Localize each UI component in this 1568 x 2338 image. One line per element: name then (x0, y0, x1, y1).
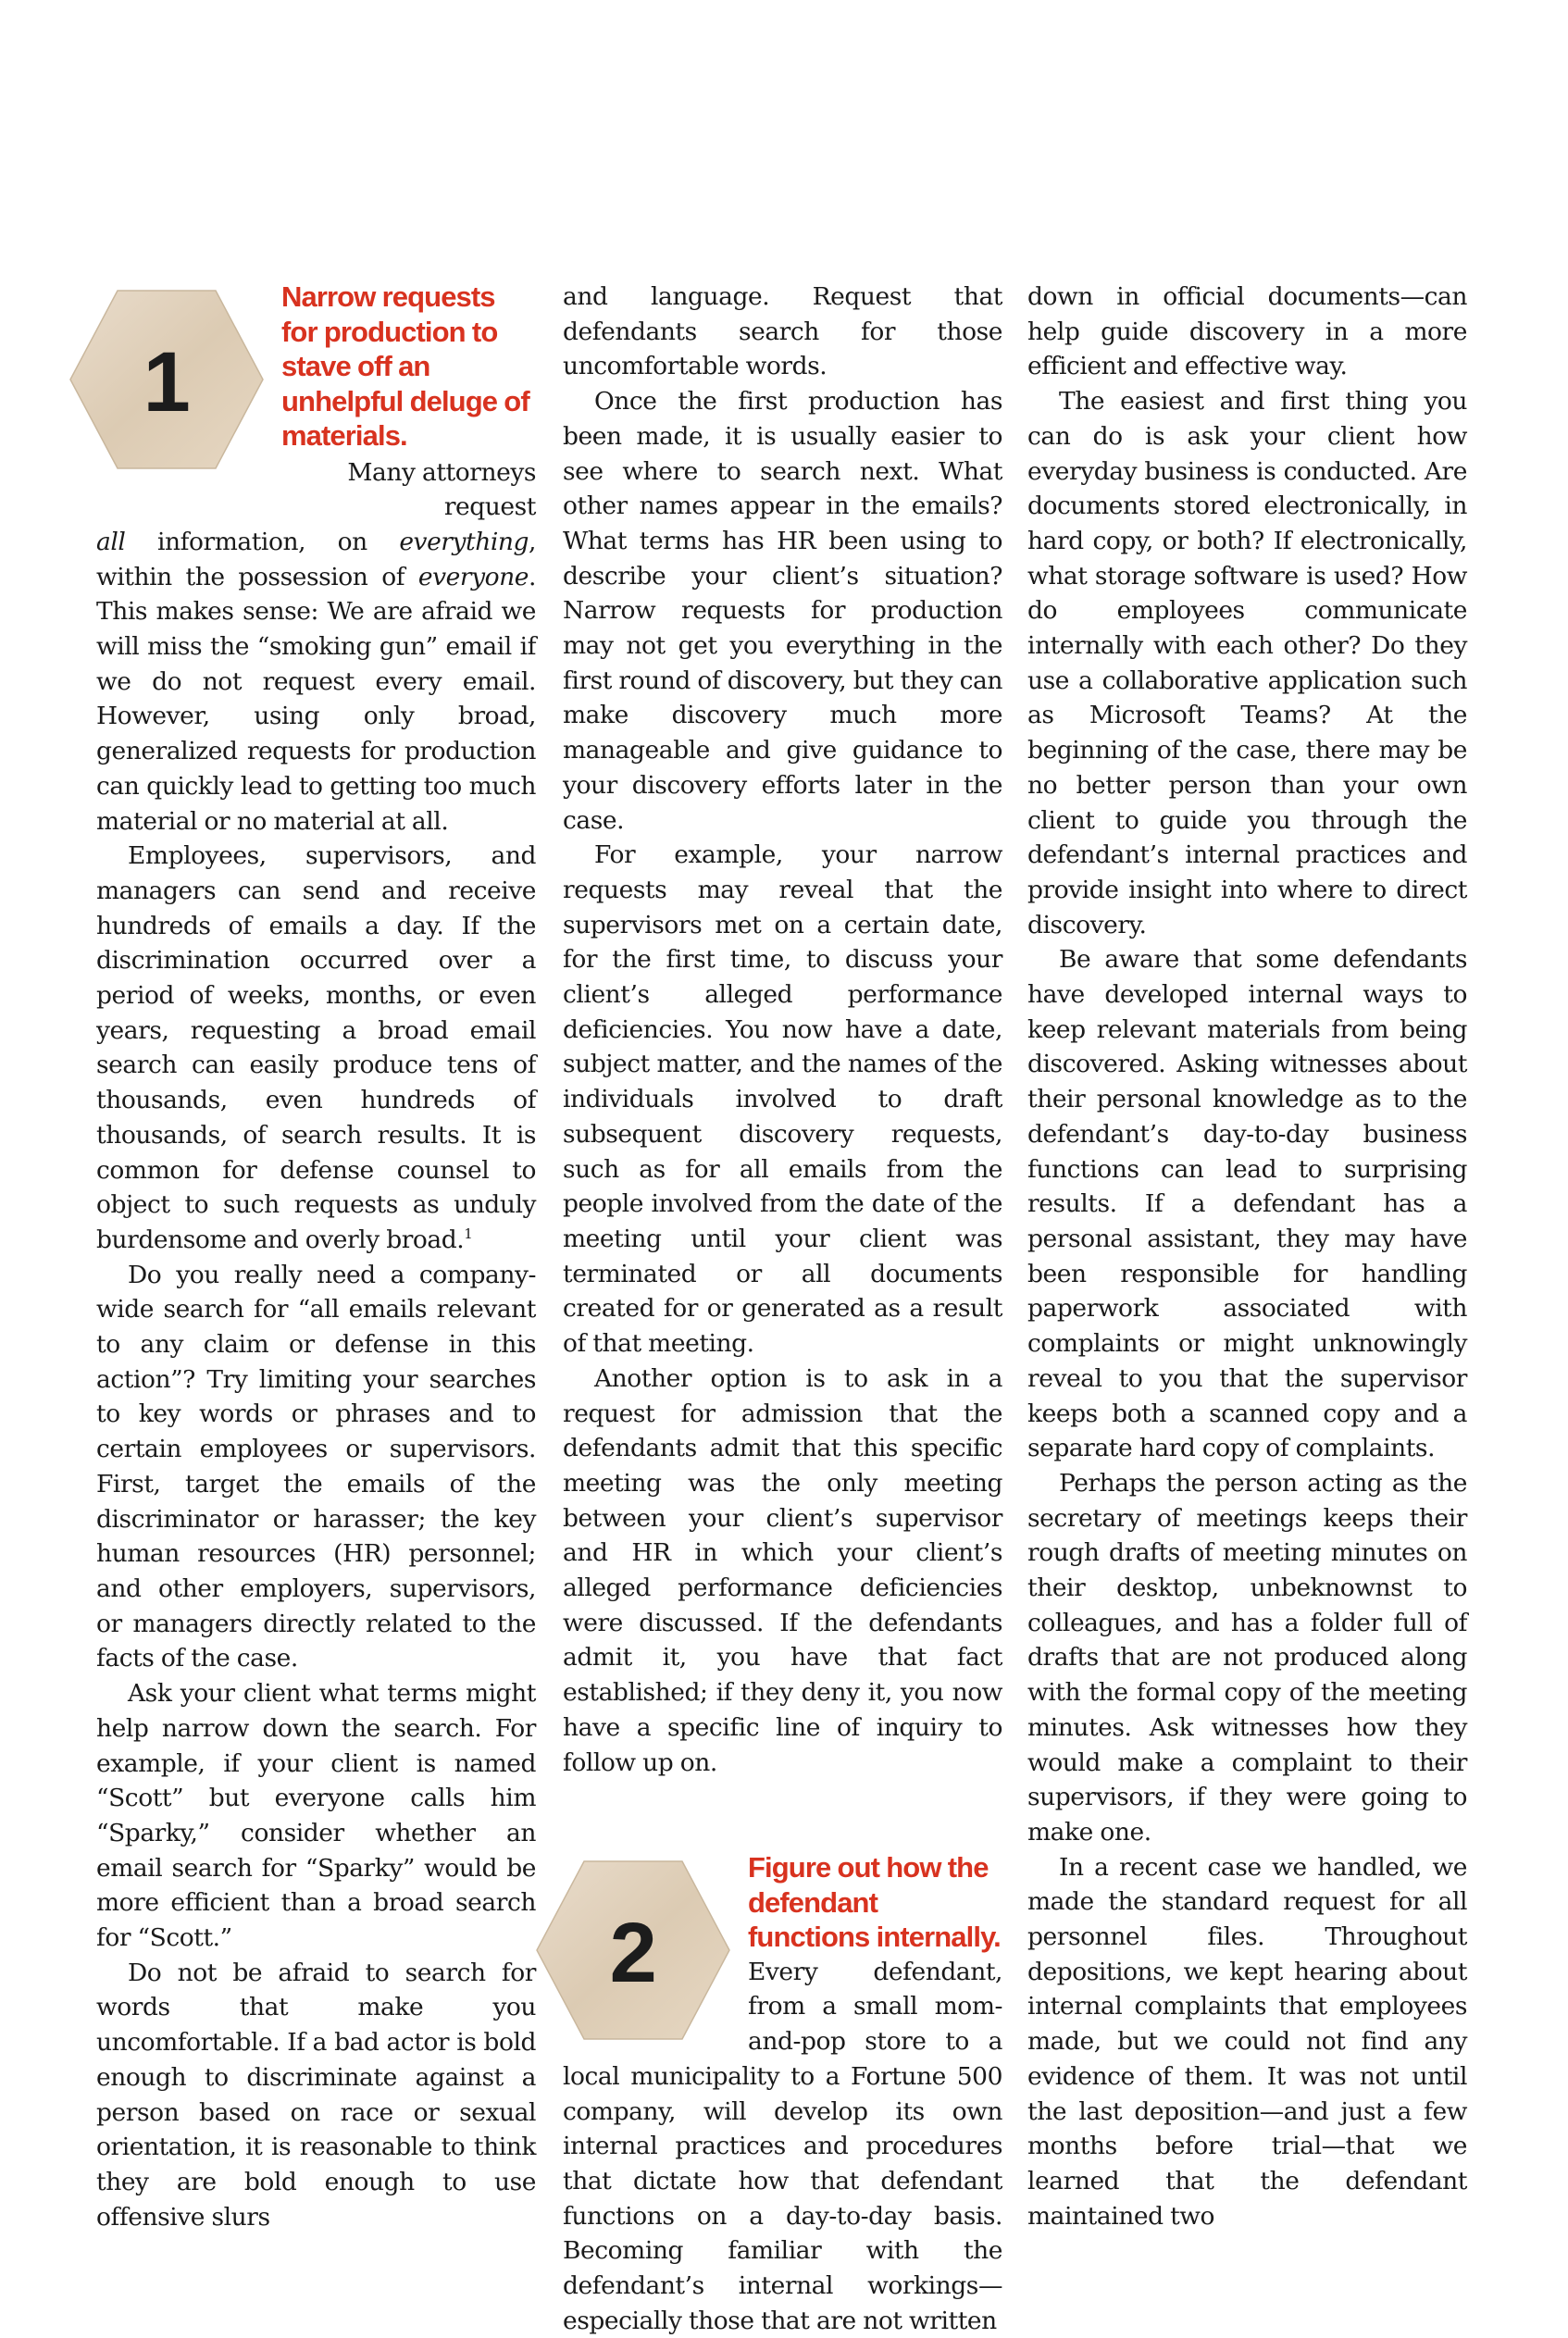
col1-p1-text-b: information, on (125, 527, 400, 556)
col3-paragraph-5: In a recent case we handled, we made the standard request for all personnel files. Throughout depositions, we kept hearing about internal complaints that employees made, but we could not find any evidence of them. It was not until the last deposition—and just a few months before trial—that we learned that the defendant maintained two (1027, 1852, 1467, 2231)
col2-paragraph-3: For example, your narrow requests may reveal that the supervisors met on a certain date, for the first time, to discuss your client’s alleged performance deficiencies. You now have a date, subject matter, and the names of the individuals involved to draft subsequent discovery requests, such as for all emails from the people involved from the date of the meeting until your client was terminated or all documents created for or generated as a result of that meeting. (563, 840, 1002, 1359)
col2-paragraph-1: and language. Request that defendants search for those uncomfortable words. (563, 282, 1002, 381)
tip-2-heading: Figure out how the defendant functions internally. (748, 1851, 1001, 1954)
tip-2 (563, 1850, 1002, 2338)
col2-paragraph-4: Another option is to ask in a request for admission that the defendants admit that this specific meeting was the only meeting between your client’s supervisor and HR in which your client’s alleged performance deficiencies were discussed. If the defendants admit it, you have that fact established; if they deny it, you now have a specific line of inquiry to follow up on. (563, 1363, 1002, 1777)
col3-paragraph-3: Be aware that some defendants have developed internal ways to keep relevant materials from being discovered. Asking witnesses about their personal knowledge as to the defendant’s day-to-day business functions can lead to surprising results. If a defendant has a personal assistant, they may have been responsible for handling paperwork associated with complaints or might unknowingly reveal to you that the supervisor keeps both a scanned copy and a separate hard copy of complaints. (1027, 945, 1467, 1463)
col1-paragraph-3: Do you really need a company-wide search for “all emails relevant to any claim or defense in this action”? Try limiting your searches to key words or phrases and to certain employees or supervisors. First, target the emails of the discriminator or harasser; the key human resources (HR) personnel; and other employers, supervisors, or managers directly related to the facts of the case. (96, 1260, 536, 1673)
tip-1-hexagon-badge (68, 289, 265, 470)
column-2 (563, 280, 1002, 2335)
col1-paragraph-1-lead-text: Many attorneys request (347, 457, 536, 522)
col1-p1-emphasis-everything: everything (399, 527, 529, 556)
tip-2-hexagon-badge (535, 1859, 731, 2041)
col1-p1-text-d: . This makes sense: We are afraid we will miss the “smoking gun” email if we do not request every email. However, using only broad, generalized requests for production can quickly lead to getting too much material or no material at all. (96, 562, 536, 836)
hexagon-icon (68, 289, 265, 470)
col1-p1-emphasis-everyone: everyone (417, 562, 529, 591)
col1-paragraph-5: Do not be afraid to search for words that make you uncomfortable. If a bad actor is bold enough to discriminate against a person based on race or sexual orientation, it is reasonable to think they are bold enough to use offensive slurs (96, 1958, 536, 2232)
tip-1-number: 1 (143, 335, 191, 429)
col1-paragraph-4: Ask your client what terms might help narrow down the search. For example, if your client is named “Scott” but everyone calls him “Sparky,” consider whether an email search for “Sparky” would be more efficient than a broad search for “Scott.” (96, 1679, 536, 1953)
column-1 (96, 280, 536, 2232)
col2-paragraph-2: Once the first production has been made, it is usually easier to see where to search next. What other names appear in the emails? What terms has HR been using to describe your client’s situation? Narrow requests for production may not get you everything in the first round of discovery, but they can make discovery much more manageable and give guidance to your discovery efforts later in the case. (563, 387, 1002, 835)
col1-paragraph-2 (96, 839, 536, 1257)
tip-1 (96, 280, 536, 525)
col3-paragraph-4: Perhaps the person acting as the secretary of meetings keeps their rough drafts of meeting minutes on their desktop, unbeknownst to colleagues, and has a folder full of drafts that are not produced along with the formal copy of the meeting minutes. Ask witnesses how they would make a complaint to their supervisors, if they were going to make one. (1027, 1468, 1467, 1847)
col3-paragraph-1: down in official documents—can help guide discovery in a more efficient and effective way. (1027, 282, 1467, 381)
tip-1-heading: Narrow requests for production to stave off an unhelpful deluge of materials. (281, 280, 529, 452)
col2-paragraph-5: Every defendant, from a small mom-and-pop store to a local municipality to a Fortune 500 company, will develop its own internal practices and procedures that dictate how that defendant functions on a day-to-day basis. Becoming familiar with the defendant’s internal workings—especially those that are not written (563, 1957, 1002, 2335)
col1-p1-emphasis-all: all (96, 527, 126, 556)
col3-paragraph-2: The easiest and first thing you can do is ask your client how everyday business is conducted. Are documents stored electronically, in hard copy, or both? If electronically, what storage software is used? How do employees communicate internally with each other? Do they use a collaborative application such as Microsoft Teams? At the beginning of the case, there may be no better person than your own client to guide you through the defendant’s internal practices and provide insight into where to direct discovery. (1027, 387, 1467, 939)
col1-paragraph-1 (96, 525, 536, 839)
hexagon-icon (535, 1859, 731, 2041)
tip-2-number: 2 (609, 1906, 657, 2001)
column-3 (1027, 280, 1467, 2231)
col1-p2-text: Employees, supervisors, and managers can send and receive hundreds of emails a day. If the discrimination occurred over a period of weeks, months, or even years, requesting a broad email search can easily produce tens of thousands, even hundreds of thousands, of search results. It is common for defense counsel to object to such requests as unduly burdensome and overly broad. (96, 841, 536, 1254)
col1-p1-text-c: , within the possession of (96, 527, 536, 591)
footnote-ref: 1 (464, 1225, 473, 1242)
